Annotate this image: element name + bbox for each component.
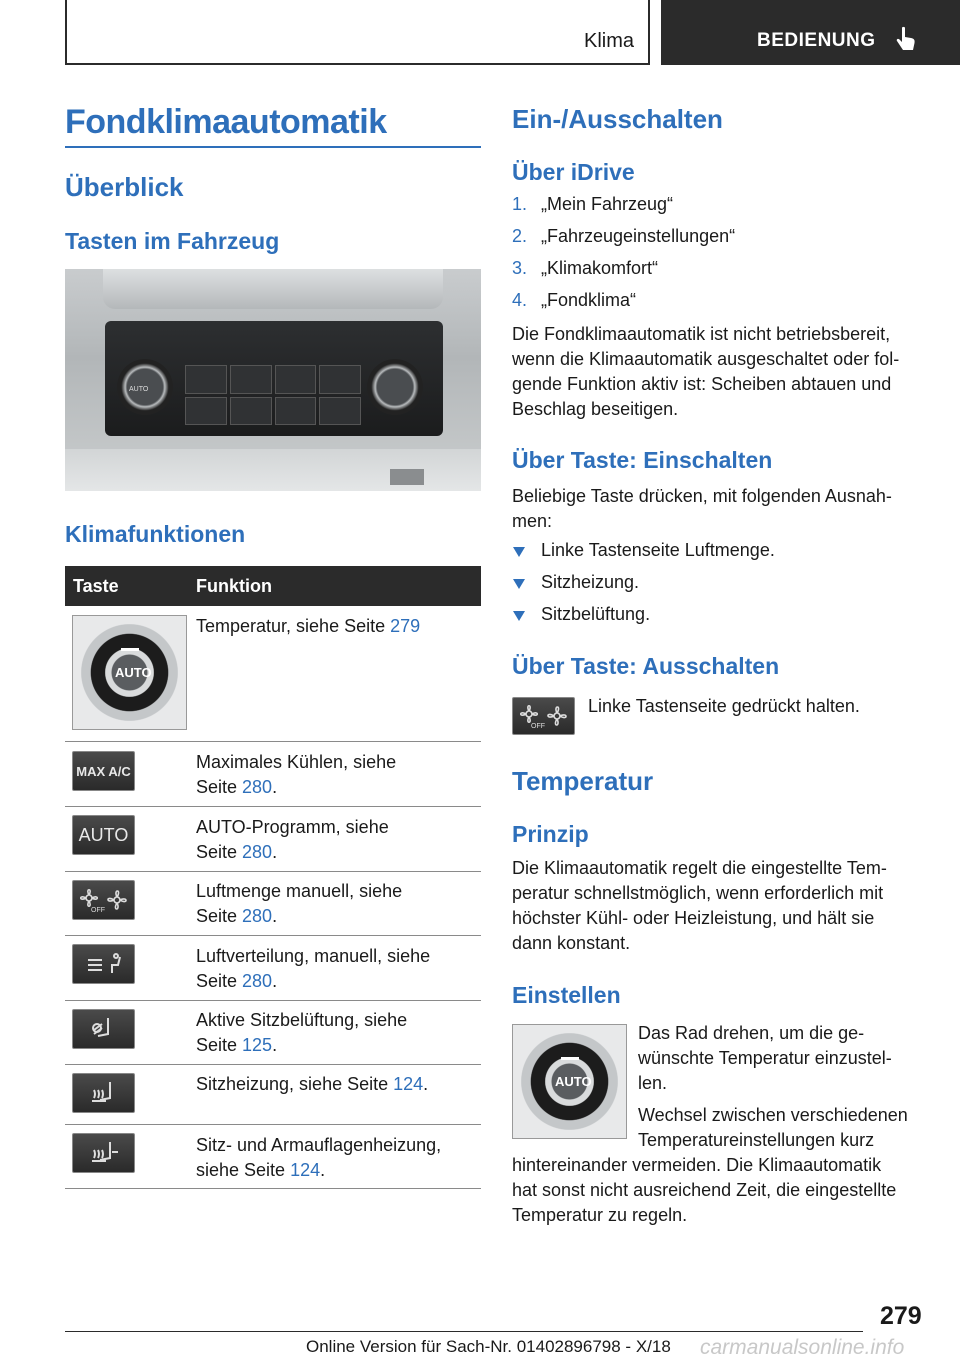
row-divider: [65, 1188, 481, 1189]
principle-heading: Prinzip: [512, 821, 589, 847]
row-divider: [65, 806, 481, 807]
bullet-item: Sitzbelüftung.: [541, 604, 651, 624]
step-item: „Fondklima“: [541, 290, 637, 310]
buttons-heading: Tasten im Fahrzeug: [65, 228, 280, 254]
header-tab: [661, 0, 960, 65]
page-link[interactable]: 280: [242, 777, 273, 797]
on-heading: Über Taste: Einschalten: [512, 447, 773, 473]
onoff-heading: Ein-/Ausschalten: [512, 104, 723, 134]
auto-icon: AUTO: [72, 815, 135, 855]
step-number: 4.: [512, 290, 528, 310]
max-ac-icon: MAX A/C: [72, 751, 135, 791]
watermark: carmanualsonline.info: [700, 1336, 905, 1359]
page-number: 279: [880, 1302, 922, 1330]
seat-armrest-heating-icon: [72, 1133, 135, 1173]
set-text2-b: hintereinander vermeiden. Die Klimaautomatik hat sonst nicht ausreichend Zeit, die eingestellte Temperatur zu regeln.: [512, 1155, 897, 1225]
row-divider: [65, 935, 481, 936]
seat-ventilation-icon: [72, 1009, 135, 1049]
table-row: Temperatur, siehe Seite 279: [196, 616, 421, 636]
on-text: Beliebige Taste drücken, mit folgenden Ausnah- men:: [512, 486, 892, 531]
header-section-box: [65, 0, 650, 65]
step-number: 2.: [512, 226, 528, 246]
seat-heating-icon: [72, 1073, 135, 1113]
table-row: Maximales Kühlen, siehe Seite 280.: [196, 752, 397, 797]
step-item: „Klimakomfort“: [541, 258, 659, 278]
col-taste: Taste: [73, 576, 119, 596]
air-distribution-icon: [72, 944, 135, 984]
idrive-note: Die Fondklimaautomatik ist nicht betriebsbereit, wenn die Klimaautomatik ausgeschaltet oder fol- gende Funktion aktiv ist: Scheiben abtauen und Beschlag beseitigen.: [512, 324, 900, 419]
page-link[interactable]: 280: [242, 906, 273, 926]
row-divider: [65, 1124, 481, 1125]
bullet-icon: [513, 579, 525, 589]
control-panel-photo: AUTO: [65, 269, 481, 491]
off-heading: Über Taste: Ausschalten: [512, 653, 780, 679]
set-text: Das Rad drehen, um die ge- wünschte Temperatur einzustel- len.: [638, 1023, 892, 1093]
row-divider: [65, 741, 481, 742]
header-tab-label: BEDIENUNG: [757, 30, 876, 51]
table-row: Sitzheizung, siehe Seite 124.: [196, 1074, 429, 1094]
bullet-icon: [513, 547, 525, 557]
table-row: Sitz- und Armauflagenheizung, siehe Seite 124.: [196, 1135, 442, 1180]
step-number: 3.: [512, 258, 528, 278]
header-section-title: Klima: [583, 30, 634, 52]
row-divider: [65, 1000, 481, 1001]
page-link[interactable]: 280: [242, 971, 273, 991]
page-link[interactable]: 125: [242, 1035, 273, 1055]
table-row: Aktive Sitzbelüftung, siehe Seite 125.: [196, 1010, 408, 1055]
page-link[interactable]: 124: [290, 1160, 321, 1180]
set-heading: Einstellen: [512, 982, 621, 1008]
off-text: Linke Tastenseite gedrückt halten.: [588, 696, 860, 716]
fan-off-button-icon: [512, 697, 575, 735]
page-link[interactable]: 280: [242, 842, 273, 862]
footer-rule: [65, 1331, 863, 1332]
page-link[interactable]: 279: [390, 616, 421, 636]
bullet-item: Linke Tastenseite Luftmenge.: [541, 540, 775, 560]
table-header: [65, 566, 481, 606]
row-divider: [65, 871, 481, 872]
step-item: „Fahrzeugeinstellungen“: [541, 226, 736, 246]
bullet-item: Sitzheizung.: [541, 572, 640, 592]
set-text2-a: Wechsel zwischen verschiedenen Temperatureinstellungen kurz: [638, 1105, 908, 1150]
temperature-knob-image: AUTO: [512, 1024, 627, 1139]
svg-text:OFF: OFF: [530, 723, 545, 730]
col-funktion: Funktion: [196, 576, 272, 596]
row-divider: [65, 1064, 481, 1065]
table-row: Luftmenge manuell, siehe Seite 280.: [196, 881, 403, 926]
idrive-heading: Über iDrive: [512, 159, 635, 185]
fan-off-icon: [72, 880, 135, 920]
hand-pointer-icon: [895, 26, 917, 52]
step-number: 1.: [512, 194, 528, 214]
bullet-icon: [513, 611, 525, 621]
temperature-heading: Temperatur: [512, 766, 654, 796]
table-row: Luftverteilung, manuell, siehe Seite 280.: [196, 946, 431, 991]
principle-text: Die Klimaautomatik regelt die eingestellte Tem- peratur schnellstmöglich, wenn erforderlich mit höchster Kühl- oder Heizleistung, und hält sie dann konstant.: [512, 858, 887, 953]
step-item: „Mein Fahrzeug“: [541, 194, 674, 214]
footer-text: Online Version für Sach-Nr. 01402896798 - X/18: [306, 1337, 671, 1356]
page-link[interactable]: 124: [393, 1074, 424, 1094]
table-row: AUTO-Programm, siehe Seite 280.: [196, 817, 389, 862]
title-rule: [65, 146, 481, 148]
functions-heading: Klimafunktionen: [65, 521, 246, 547]
temperature-knob-icon: AUTO: [72, 615, 187, 730]
overview-heading: Überblick: [65, 172, 184, 202]
svg-text:OFF: OFF: [90, 907, 105, 914]
page-title: Fondklimaautomatik: [65, 103, 387, 141]
